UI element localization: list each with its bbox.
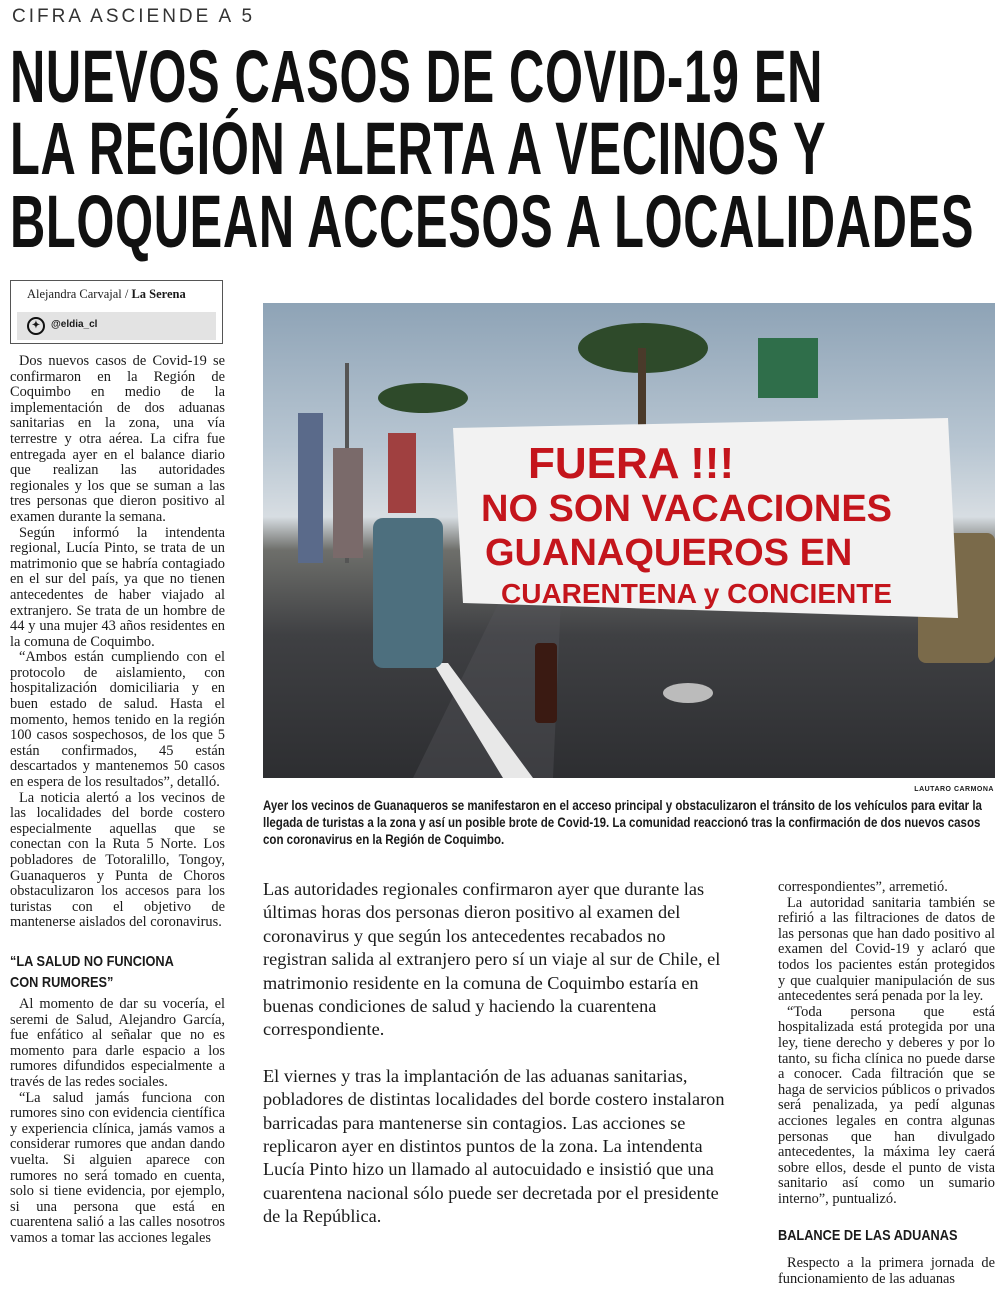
paragraph: Al momento de dar su vocería, el seremi de Salud, Alejandro García, fue enfático al señalar que no es momento para darle espacio a los rumores difundidos especialmente a través de las redes sociales. — [10, 995, 225, 1090]
bottle — [535, 643, 557, 723]
paragraph: La noticia alertó a los vecinos de las localidades del borde costero especialmente aquellas que se conectan con la Ruta 5 Norte. Los pobladores de Totoralillo, Tongoy, Guanaqueros y Punta de Choros obstaculizaron los accesos para los turistas con el objetivo de mantenerse aislados del coronavirus. — [10, 789, 225, 931]
paragraph: “La salud jamás funciona con rumores sino con evidencia científica y experiencia clínica, jamás vamos a considerar rumores que andan dando vuelta. Si alguien aparece con rumores no será tomado en cuenta, solo si tiene evidencia, por ejemplo, si una persona que está en cuarentena salió a las calles nosotros vamos a tomar las acciones legales — [10, 1089, 225, 1246]
middle-column — [263, 878, 728, 1229]
right-column — [778, 880, 995, 1288]
left-column — [10, 354, 225, 1246]
paragraph: correspondientes”, arremetió. — [778, 879, 948, 895]
paragraph: Respecto a la primera jornada de funcionamiento de las aduanas — [778, 1255, 995, 1288]
headline-line-1: NUEVOS CASOS DE COVID-19 EN — [10, 35, 823, 118]
paragraph: “Ambos están cumpliendo con el protocolo de aislamiento, con hospitalización domiciliaria y en buen estado de salud. Hasta el momento, hemos tenido en la región 100 casos sospechosos, de los que 5 están confirmados, 45 están descartados y mantenemos 50 casos en espera de los resultados”, detalló. — [10, 649, 225, 791]
banner-text: CUARENTENA y CONCIENTE — [501, 578, 892, 609]
paragraph: “Toda persona que está hospitalizada está protegida por una ley, tiene derecho y deberes y por lo tanto, su ficha clínica no puede darse a conocer. Cada filtración que se haga de servicios públicos o privados será penalizada, ya pedí algunas acciones legales en contra algunas personas que han divulgado antecedentes, la máxima ley caerá sobre ellos, desde el punto de vista sanitario así como un sumario interno”, puntualizó. — [778, 1003, 995, 1207]
road-sign — [758, 338, 818, 398]
banner-text: NO SON VACACIONES — [481, 488, 893, 530]
person — [333, 448, 363, 558]
twitter-icon: ✦ — [27, 317, 45, 335]
byline-box — [10, 280, 223, 344]
subheading: BALANCE DE LAS ADUANAS — [778, 1227, 958, 1245]
paragraph: Dos nuevos casos de Covid-19 se confirmaron en la Región de Coquimbo en medio de la implementación de dos aduanas sanitarias en la zona, una vía terrestre y otra aérea. La cifra fue entregada ayer en el balance diario que realizan las autoridades regionales y los que se suman a las tres personas que dieron positivo al examen durante la semana. — [10, 353, 225, 525]
banner-text: FUERA !!! — [528, 439, 735, 488]
paragraph: Según informó la intendenta regional, Lucía Pinto, se trata de un matrimonio que se habría contagiado en el sur del país, ya que no tienen antecedentes de haber viajado al extranjero. Se trata de un hombre de 44 y una mujer 43 años residentes en la comuna de Coquimbo. — [10, 524, 225, 650]
news-photo — [263, 303, 995, 778]
person — [388, 433, 416, 513]
paragraph: La autoridad sanitaria también se refirió a las filtraciones de datos de las personas que han dado positivo al examen del Covid-19 y aclaró que todos los pacientes están protegidos y que cualquier manipulación de sus antecedentes será penada por la ley. — [778, 894, 995, 1005]
byline-author: Alejandra Carvajal / La Serena — [27, 287, 186, 301]
subheading: CON RUMORES” — [10, 973, 114, 991]
banner-text: GUANAQUEROS EN — [485, 532, 853, 574]
twitter-label: @eldia_cl — [51, 319, 98, 330]
photo-credit: LAUTARO CARMONA — [914, 786, 994, 793]
headline-line-3: BLOQUEAN ACCESOS A LOCALIDADES — [10, 180, 975, 263]
subheading: “LA SALUD NO FUNCIONA — [10, 952, 174, 970]
headline-line-2: LA REGIÓN ALERTA A VECINOS Y — [10, 107, 827, 190]
twitter-handle[interactable] — [17, 312, 216, 340]
barrel — [373, 518, 443, 668]
kicker: CIFRA ASCIENDE A 5 — [12, 6, 256, 27]
photo-caption: Ayer los vecinos de Guanaqueros se manifestaron en el acceso principal y obstaculizaron el tránsito de los vehículos para evitar la llegada de turistas a la zona y así un posible brote de Covid-19. La comunidad reaccionó tras la confirmación de dos nuevos casos con coronavirus en la Región de Coquimbo. — [263, 798, 982, 847]
paragraph: Las autoridades regionales confirmaron ayer que durante las últimas horas dos personas dieron positivo al examen del coronavirus y que según los antecedentes recabados no registran salida al extranjero pero sí un viaje al sur de Chile, el matrimonio residente en la comuna de Coquimbo estaría en buenas condiciones de salud y haciendo la cuarentena correspondiente. — [263, 879, 721, 1040]
protest-scene — [263, 303, 995, 778]
paragraph: El viernes y tras la implantación de las aduanas sanitarias, pobladores de distintas localidades del borde costero instalaron barricadas para mantenerse sin contagios. Las acciones se replicaron ayer en distintos puntos de la zona. La intendenta Lucía Pinto hizo un llamado al autocuidado e insistió que una cuarentena nacional sólo puede ser decretada por el presidente de la República. — [263, 1065, 725, 1227]
person — [298, 413, 323, 563]
